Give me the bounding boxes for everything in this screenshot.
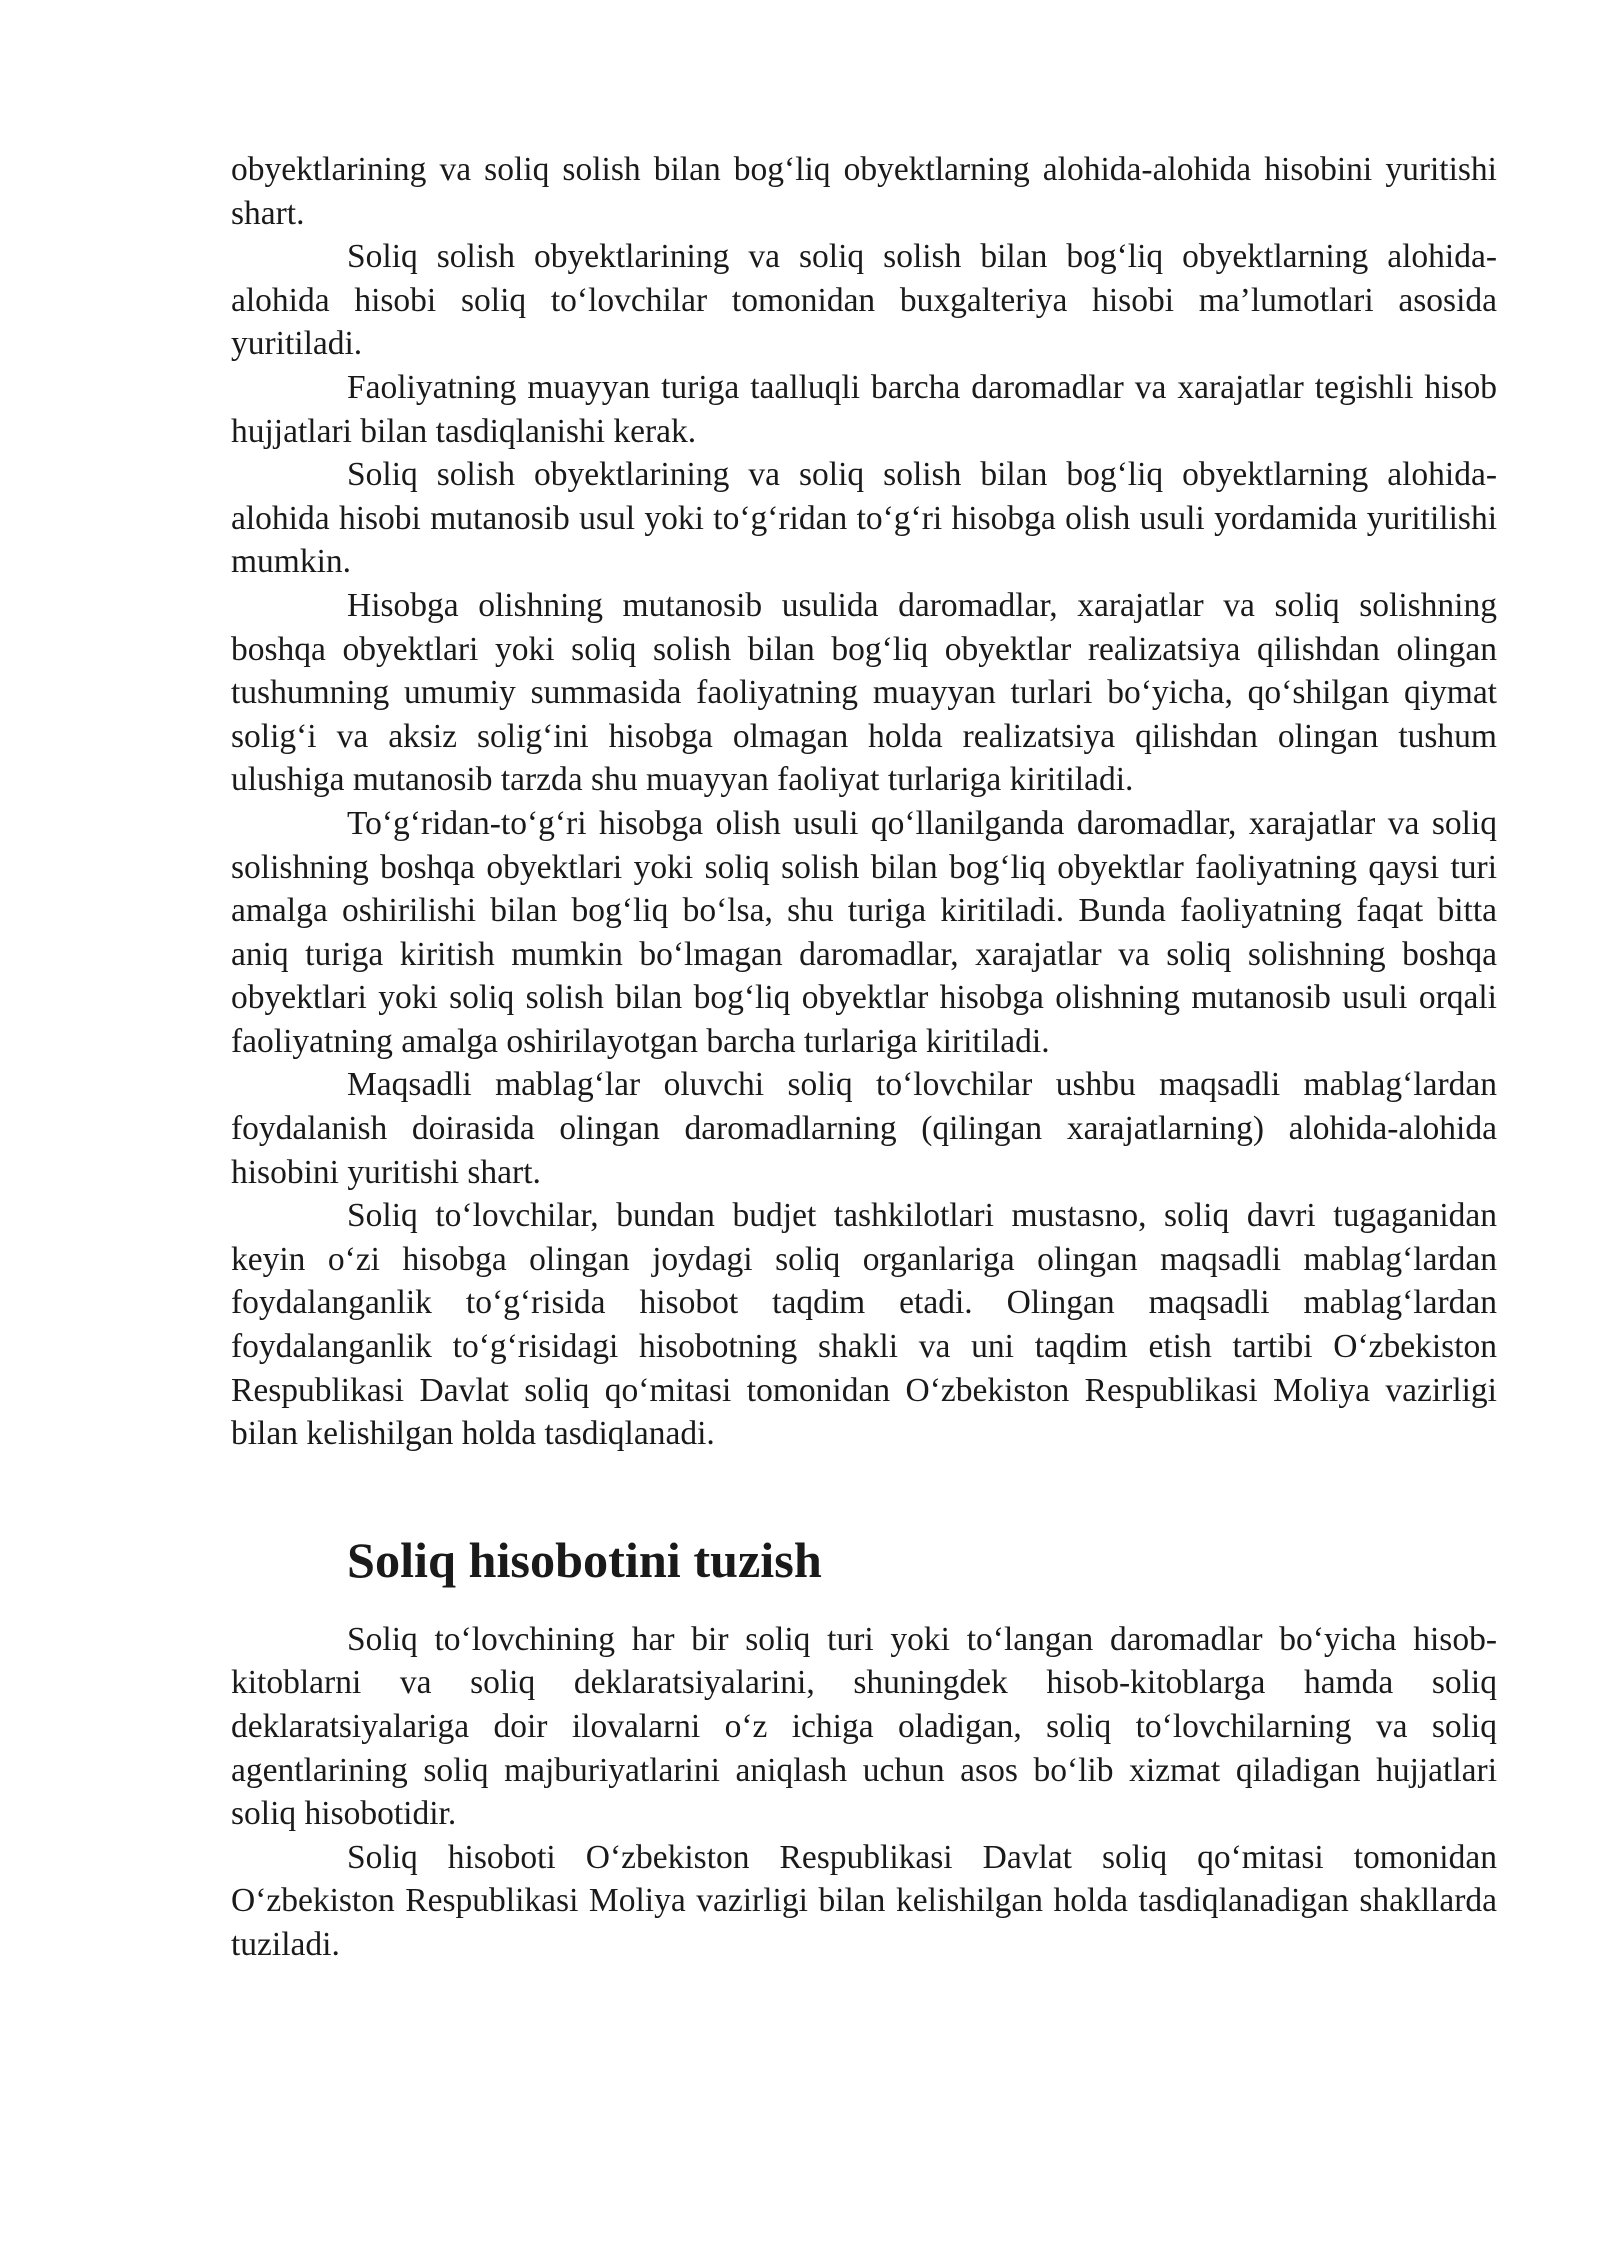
paragraph: Soliq to‘lovchilar, bundan budjet tashkilotlari mustasno, soliq davri tugaganidan keyin o‘zi hisobga olingan joydagi soliq organlariga olingan maqsadli mablag‘lardan foydalanganlik to‘g‘risida hisobot taqdim etadi. Olingan maqsadli mablag‘lardan foydalanganlik to‘g‘risidagi hisobotning shakli va uni taqdim etish tartibi O‘zbekiston Respublikasi Davlat soliq qo‘mitasi tomonidan O‘zbekiston Respublikasi Moliya vazirligi bilan kelishilgan holda tasdiqlanadi. [231, 1197, 1497, 1453]
paragraph: Soliq hisoboti O‘zbekiston Respublikasi Davlat soliq qo‘mitasi tomonidan O‘zbekiston Respublikasi Moliya vazirligi bilan kelishilgan holda tasdiqlanadigan shakllarda tuziladi. [231, 1838, 1497, 1963]
paragraph: Soliq to‘lovchining har bir soliq turi yoki to‘langan daromadlar bo‘yicha hisob-kitoblarni va soliq deklaratsiyalarini, shuningdek hisob-kitoblarga hamda soliq deklaratsiyalariga doir ilovalarni o‘z ichiga oladigan, soliq to‘lovchilarning va soliq agentlarining soliq majburiyatlarini aniqlash uchun asos bo‘lib xizmat qiladigan hujjatlari soliq hisobotidir. [231, 1620, 1497, 1833]
paragraph: Maqsadli mablag‘lar oluvchi soliq to‘lovchilar ushbu maqsadli mablag‘lardan foydalanish doirasida olingan daromadlarning (qilingan xarajatlarning) alohida-alohida hisobini yuritishi shart. [231, 1066, 1497, 1191]
paragraph: Faoliyatning muayyan turiga taalluqli barcha daromadlar va xarajatlar tegishli hisob hujjatlari bilan tasdiqlanishi kerak. [231, 368, 1497, 450]
paragraph: Hisobga olishning mutanosib usulida daromadlar, xarajatlar va soliq solishning boshqa obyektlari yoki soliq solish bilan bog‘liq obyektlar realizatsiya qilishdan olingan tushumning umumiy summasida faoliyatning muayyan turlari bo‘yicha, qo‘shilgan qiymat solig‘i va aksiz solig‘ini hisobga olmagan holda realizatsiya qilishdan olingan tushum ulushiga mutanosib tarzda shu muayyan faoliyat turlariga kiritiladi. [231, 586, 1497, 799]
section-body [231, 1618, 1497, 1967]
section-heading: Soliq hisobotini tuzish [347, 1531, 822, 1588]
document-body [231, 148, 1497, 1967]
paragraph: Soliq solish obyektlarining va soliq solish bilan bog‘liq obyektlarning alohida-alohida hisobi mutanosib usul yoki to‘g‘ridan to‘g‘ri hisobga olish usuli yordamida yuritilishi mumkin. [231, 456, 1497, 581]
paragraph: obyektlarining va soliq solish bilan bog‘liq obyektlarning alohida-alohida hisobini yuritishi shart. [231, 151, 1497, 232]
paragraph: Soliq solish obyektlarining va soliq solish bilan bog‘liq obyektlarning alohida-alohida hisobi soliq to‘lovchilar tomonidan buxgalteriya hisobi ma’lumotlari asosida yuritiladi. [231, 238, 1497, 363]
paragraph: To‘g‘ridan-to‘g‘ri hisobga olish usuli qo‘llanilganda daromadlar, xarajatlar va soliq solishning boshqa obyektlari yoki soliq solish bilan bog‘liq obyektlar faoliyatning qaysi turi amalga oshirilishi bilan bog‘liq bo‘lsa, shu turiga kiritiladi. Bunda faoliyatning faqat bitta aniq turiga kiritish mumkin bo‘lmagan daromadlar, xarajatlar va soliq solishning boshqa obyektlari yoki soliq solish bilan bog‘liq obyektlar hisobga olishning mutanosib usuli orqali faoliyatning amalga oshirilayotgan barcha turlariga kiritiladi. [231, 804, 1497, 1060]
